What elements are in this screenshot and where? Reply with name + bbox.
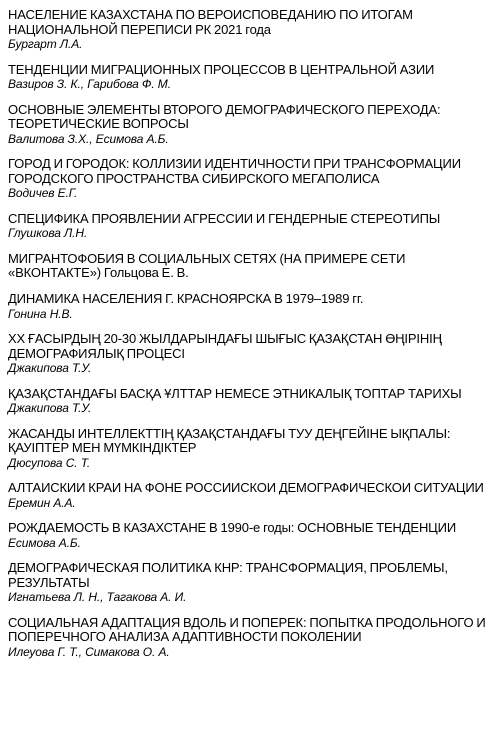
article-title[interactable]: ЖАСАНДЫ ИНТЕЛЛЕКТТІҢ ҚАЗАҚСТАНДАҒЫ ТУУ ДЕҢГЕЙІНЕ ЫҚПАЛЫ: ҚАУІПТЕР МЕН МҮМКІНДІКТЕР: [8, 425, 451, 455]
list-item[interactable]: [8, 481, 498, 510]
article-title[interactable]: СОЦИАЛЬНАЯ АДАПТАЦИЯ ВДОЛЬ И ПОПЕРЕК: ПОПЫТКА ПРОДОЛЬНОГО И ПОПЕРЕЧНОГО АНАЛИЗА АДАПТИВНОСТИ ПОКОЛЕНИИ: [8, 614, 486, 644]
article-title-with-author[interactable]: [8, 252, 498, 281]
article-title[interactable]: ТЕНДЕНЦИИ МИГРАЦИОННЫХ ПРОЦЕССОВ В ЦЕНТРАЛЬНОЙ АЗИИ: [8, 61, 435, 77]
list-item[interactable]: [8, 103, 498, 146]
article-title[interactable]: СПЕЦИФИКА ПРОЯВЛЕНИИ АГРЕССИИ И ГЕНДЕРНЫЕ СТЕРЕОТИПЫ: [8, 210, 441, 226]
list-item[interactable]: [8, 63, 498, 92]
article-author: Еремин А.А.: [8, 495, 76, 510]
list-item[interactable]: [8, 616, 498, 659]
article-title[interactable]: ДЕМОГРАФИЧЕСКАЯ ПОЛИТИКА КНР: ТРАНСФОРМАЦИЯ, ПРОБЛЕМЫ, РЕЗУЛЬТАТЫ: [8, 560, 448, 590]
article-author: Валитова З.Х., Есимова А.Б.: [8, 131, 169, 146]
article-author: Гонина Н.В.: [8, 306, 73, 321]
list-item[interactable]: [8, 561, 498, 604]
article-author: Джакипова Т.У.: [8, 361, 92, 375]
article-title[interactable]: ОСНОВНЫЕ ЭЛЕМЕНТЫ ВТОРОГО ДЕМОГРАФИЧЕСКОГО ПЕРЕХОДА: ТЕОРЕТИЧЕСКИЕ ВОПРОСЫ: [8, 101, 441, 131]
article-title[interactable]: ГОРОД И ГОРОДОК: КОЛЛИЗИИ ИДЕНТИЧНОСТИ ПРИ ТРАНСФОРМАЦИИ ГОРОДСКОГО ПРОСТРАНСТВА СИБИРСКОГО МЕГАПОЛИСА: [8, 156, 461, 186]
article-title[interactable]: НАСЕЛЕНИЕ КАЗАХСТАНА ПО ВЕРОИСПОВЕДАНИЮ ПО ИТОГАМ НАЦИОНАЛЬНОЙ ПЕРЕПИСИ РК 2021 года: [8, 7, 413, 37]
article-author: Игнатьева Л. Н., Тагакова А. И.: [8, 590, 187, 604]
article-author: Вазиров З. К., Гарибова Ф. М.: [8, 77, 171, 91]
article-author: Дюсупова С. Т.: [8, 455, 91, 470]
article-title[interactable]: МИГРАНТОФОБИЯ В СОЦИАЛЬНЫХ СЕТЯХ (НА ПРИМЕРЕ СЕТИ «ВКОНТАКТЕ»): [8, 250, 406, 280]
article-title[interactable]: АЛТАИСКИИ КРАИ НА ФОНЕ РОССИИСКОИ ДЕМОГРАФИЧЕСКОИ СИТУАЦИИ: [8, 480, 484, 495]
article-author: Гольцова Е. В.: [103, 265, 189, 280]
article-author: Джакипова Т.У.: [8, 401, 92, 415]
article-title[interactable]: ҚАЗАҚСТАНДАҒЫ БАСҚА ҰЛТТАР НЕМЕСЕ ЭТНИКАЛЫҚ ТОПТАР ТАРИХЫ: [8, 385, 462, 401]
list-item[interactable]: [8, 427, 498, 470]
article-author: Есимова А.Б.: [8, 535, 81, 550]
article-author: Глушкова Л.Н.: [8, 226, 88, 240]
list-item[interactable]: [8, 8, 498, 51]
article-author: Бургарт Л.А.: [8, 37, 83, 51]
article-author: Водичев Е.Г.: [8, 186, 78, 200]
article-title[interactable]: ДИНАМИКА НАСЕЛЕНИЯ Г. КРАСНОЯРСКА В 1979–1989 гг.: [8, 291, 364, 306]
list-item[interactable]: [8, 212, 498, 241]
list-item[interactable]: [8, 332, 498, 375]
list-item[interactable]: [8, 521, 498, 550]
article-title[interactable]: XX ҒАСЫРДЫҢ 20-30 ЖЫЛДАРЫНДАҒЫ ШЫҒЫС ҚАЗАҚСТАН ӨҢІРІНІҢ ДЕМОГРАФИЯЛЫҚ ПРОЦЕСІ: [8, 331, 442, 361]
article-author: Илеуова Г. Т., Симакова О. А.: [8, 644, 170, 659]
list-item[interactable]: [8, 157, 498, 200]
list-item[interactable]: [8, 387, 498, 416]
contents-list: [8, 8, 498, 670]
article-title[interactable]: РОЖДАЕМОСТЬ В КАЗАХСТАНЕ В 1990-е годы: ОСНОВНЫЕ ТЕНДЕНЦИИ: [8, 520, 457, 535]
list-item[interactable]: [8, 252, 498, 281]
list-item[interactable]: [8, 292, 498, 321]
